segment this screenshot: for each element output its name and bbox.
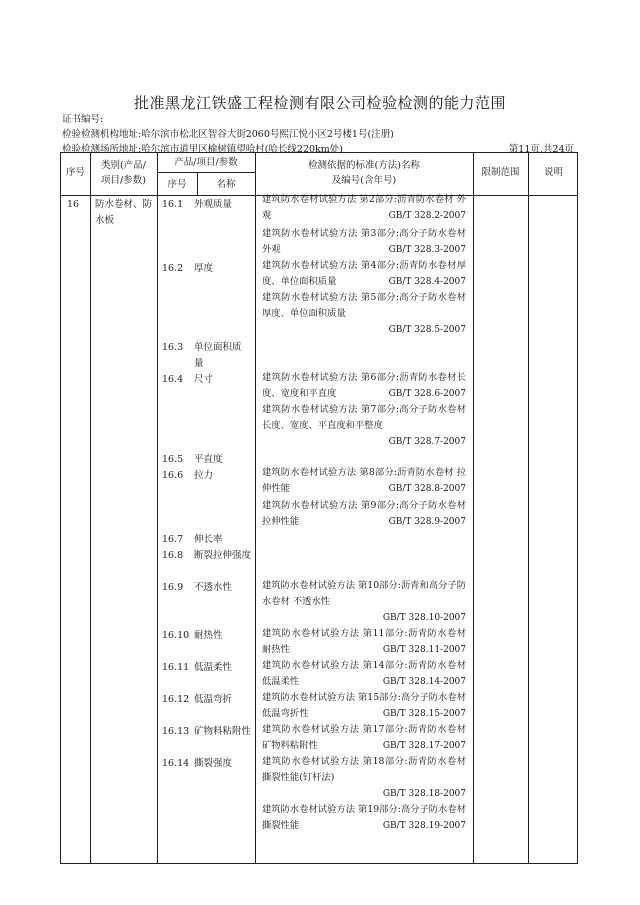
item-no: 16.13 [162,726,190,737]
page-title: 批准黑龙江铁盛工程检测有限公司检验检测的能力范围 [133,94,506,112]
item-name: 单位面积质量 [194,342,242,369]
item-name: 低温弯折 [194,694,233,705]
standard-name: 建筑防水卷材试验方法 第18部分:沥青防水卷材 撕裂性能(钉杆法) [262,756,466,783]
certificate-number-label: 证书编号: [62,114,104,125]
item-no: 16.11 [162,662,190,673]
standard-entry [262,192,466,224]
header-limit: 限制范围 [481,167,520,178]
item-no: 16.8 [162,550,184,561]
item-name: 厚度 [194,263,214,274]
standard-entry [262,754,466,802]
site-address: 检验检测场所地址:哈尔滨市道里区榆树镇望哈村(哈长线220km处) [62,144,344,155]
item-no: 16.9 [162,582,184,593]
standard-entry [262,690,466,722]
item-name: 撕裂强度 [194,758,233,769]
standard-entry [262,290,466,338]
item-name: 矿物料粘附性 [194,726,252,737]
item-name: 耐热性 [194,630,223,641]
item-name: 断裂拉伸强度 [194,550,252,561]
standard-name: 建筑防水卷材试验方法 第5部分:高分子防水卷材 厚度、单位面积质量 [262,292,466,319]
item-name: 拉力 [194,470,214,481]
standard-code: GB/T 328.11-2007 [382,645,466,655]
standard-name: 建筑防水卷材试验方法 第11部分:沥青防水卷材 耐热性 [262,628,466,655]
group-seq: 16 [67,199,80,210]
standard-entry [262,258,466,290]
standard-code: GB/T 328.17-2007 [382,741,466,751]
standard-code: GB/T 328.14-2007 [382,677,466,687]
agency-address: 检验检测机构地址:哈尔滨市松北区智谷大街2060号熙江悦小区2号楼1号(注册) [62,129,394,140]
standard-name: 建筑防水卷材试验方法 第6部分:沥青防水卷材长度、宽度和平直度 [262,372,466,399]
header-product-group: 产品/项目/参数 [174,157,238,168]
standard-name: 建筑防水卷材试验方法 第14部分:沥青防水卷材 低温柔性 [262,660,466,687]
item-name: 伸长率 [194,534,223,545]
standard-code: GB/T 328.6-2007 [388,389,466,399]
standard-name: 建筑防水卷材试验方法 第8部分:沥青防水卷材 拉伸性能 [262,467,466,494]
page-counter: 第11页,共24页 [508,144,574,155]
standard-name: 建筑防水卷材试验方法 第10部分:沥青和高分子防水卷材 不透水性 [262,580,466,607]
standard-name: 建筑防水卷材试验方法 第15部分:高分子防水卷材 低温弯折性 [262,692,466,719]
standard-entry [262,402,466,450]
item-no: 16.10 [162,630,190,641]
standard-name: 建筑防水卷材试验方法 第7部分:高分子防水卷材 长度、宽度、平直度和平整度 [262,404,466,431]
item-no: 16.14 [162,758,190,769]
header-sub-seq: 序号 [167,179,187,190]
standard-code: GB/T 328.9-2007 [388,517,466,527]
standard-code: GB/T 328.7-2007 [388,437,466,447]
standard-name: 建筑防水卷材试验方法 第17部分:沥青防水卷材 矿物料粘附性 [262,724,466,751]
item-name: 低温柔性 [194,662,233,673]
standard-name: 建筑防水卷材试验方法 第4部分:沥青防水卷材厚度、单位面积质量 [262,260,466,287]
standard-entry [262,226,466,258]
header-sub-name: 名称 [216,179,236,190]
header-standard-line2: 及编号(含年号) [331,175,397,186]
standard-entry [262,465,466,497]
standard-code: GB/T 328.19-2007 [382,821,466,831]
header-seq: 序号 [65,167,85,178]
standard-entry [262,626,466,658]
standard-code: GB/T 328.5-2007 [388,325,466,335]
standard-name: 建筑防水卷材试验方法 第19部分:高分子防水卷材 撕裂性能 [262,804,466,831]
item-no: 16.4 [162,374,184,385]
standard-entry [262,658,466,690]
item-no: 16.2 [162,263,184,274]
group-category: 防水卷材、防水板 [95,199,153,226]
item-no: 16.5 [162,454,184,465]
header-note: 说明 [543,167,563,178]
standard-name: 建筑防水卷材试验方法 第2部分:沥青防水卷材 外观 [262,194,466,221]
standard-entry [262,370,466,402]
standard-code: GB/T 328.8-2007 [388,484,466,494]
standard-code: GB/T 328.3-2007 [388,245,466,255]
item-name: 外观质量 [194,199,233,210]
item-no: 16.1 [162,199,184,210]
standard-code: GB/T 328.15-2007 [382,709,466,719]
item-no: 16.3 [162,342,184,353]
item-no: 16.12 [162,694,190,705]
standard-entry [262,498,466,530]
header-standard-line1: 检测依据的标准(方法)名称 [308,160,420,171]
standard-code: GB/T 328.10-2007 [382,613,466,623]
item-name: 平直度 [194,454,223,465]
item-name: 尺寸 [194,374,214,385]
standard-code: GB/T 328.4-2007 [388,277,466,287]
standard-code: GB/T 328.18-2007 [382,789,466,799]
standard-entry [262,722,466,754]
item-name: 不透水性 [194,582,233,593]
standard-entry [262,802,466,834]
header-category-line1: 类别(产品/ [101,160,146,171]
standard-name: 建筑防水卷材试验方法 第3部分:高分子防水卷材 外观 [262,228,466,255]
header-category-line2: 项目/参数) [101,175,146,186]
standard-name: 建筑防水卷材试验方法 第9部分:高分子防水卷材 拉伸性能 [262,500,466,527]
standard-entry [262,578,466,626]
item-no: 16.6 [162,470,184,481]
standard-code: GB/T 328.2-2007 [388,211,466,221]
item-no: 16.7 [162,534,184,545]
